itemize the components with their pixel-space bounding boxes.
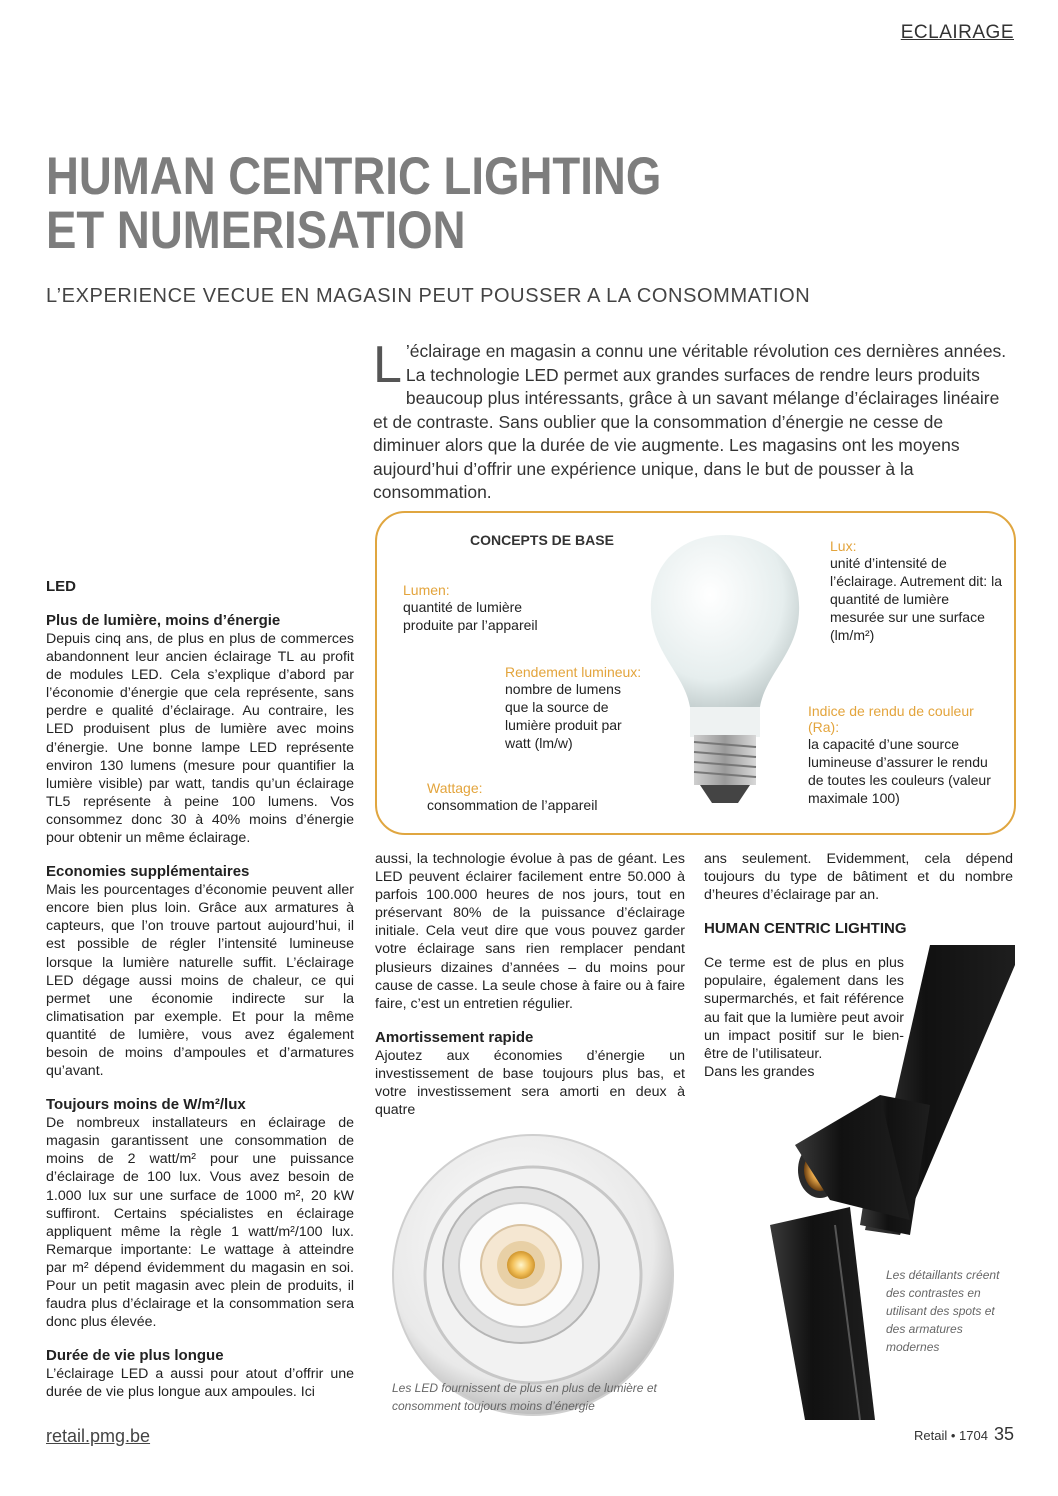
drop-cap: L xyxy=(373,336,402,394)
def-lux: unité d’intensité de l’éclairage. Autrement dit: la quantité de lumière mesurée sur une surface (lm/m²) xyxy=(830,555,1002,643)
paragraph-plus-lumiere: Depuis cinq ans, de plus en plus de commerces abandonnent leur ancien éclairage TL au profit de modules LED. Cela s’explique d’abord par l’économie d’énergie que cela représente, sans perdre e qualité d’éclairage. Au contraire, les LED produisent plus de lumière avec moins d’énergie. Une bonne lampe LED représente environ 130 lumens (mesure pour quantifier la lumière visible) par watt, tandis qu’un éclairage TL5 représente à peine 100 lumens. Vos consommez donc 30 à 40% moins d’énergie pour obtenir un même éclairage. xyxy=(46,631,354,847)
caption-spotlight: Les LED fournissent de plus en plus de lumière et consomment toujours moins d’énergie xyxy=(392,1381,657,1413)
term-ra: Indice de rendu de couleur (Ra): xyxy=(808,703,974,735)
heading-human-centric: HUMAN CENTRIC LIGHTING xyxy=(704,920,907,938)
def-rendement: nombre de lumens que la source de lumière produit par watt (lm/w) xyxy=(505,681,622,751)
term-rendement: Rendement lumineux: xyxy=(505,664,642,680)
intro-text: ’éclairage en magasin a connu une véritable révolution ces dernières années. La technologie LED permet aux grandes surfaces de rendre leurs produits beaucoup plus intéressants, grâce à un savant mélange d’éclairages linéaire et de contraste. Sans oublier que la consommation d’énergie ne cesse de diminuer alors que la durée de vie augmente. Les magasins ont les moyens aujourd’hui d’offrir une expérience unique, dans le but de pousser à la consommation. xyxy=(373,341,1007,502)
def-lumen: quantité de lumière produite par l’appareil xyxy=(403,599,538,633)
spacer xyxy=(46,596,354,612)
heading-led: LED xyxy=(46,578,76,595)
spacer xyxy=(704,904,1013,920)
heading-plus-lumiere: Plus de lumière, moins d’énergie xyxy=(46,612,281,629)
heading-amortissement: Amortissement rapide xyxy=(375,1028,534,1046)
concept-wattage xyxy=(427,780,637,814)
article-subtitle: L’EXPERIENCE VECUE EN MAGASIN PEUT POUSSER A LA CONSOMMATION xyxy=(46,285,811,307)
paragraph-duree: L’éclairage LED a aussi pour atout d’offrir une durée de vie plus longue aux ampoules. Ici xyxy=(46,1366,354,1401)
footer-magazine: Retail • 1704 xyxy=(914,1428,988,1443)
heading-duree: Durée de vie plus longue xyxy=(46,1347,224,1365)
def-ra: la capacité d’une source lumineuse d’assurer le rendu de toutes les couleurs (valeur maximale 100) xyxy=(808,736,991,806)
paragraph-technologie: aussi, la technologie évolue à pas de géant. Les LED peuvent éclairer facilement entre 50.000 à parfois 100.000 heures de nos jours, tout en préservant 80% de la puissance d’éclairage initiale. Cela veut dire que vous pouvez garder votre éclairage sans rien remplacer pendant plusieurs dizaines d’années – du moins pour cause de casse. La seule chose à faire ou à faire faire, c’est un entretien régulier. xyxy=(375,851,685,1012)
concept-lux xyxy=(830,538,1006,644)
footer-page-number: 35 xyxy=(993,1424,1014,1444)
spacer xyxy=(46,1080,354,1096)
spacer xyxy=(46,847,354,863)
term-wattage: Wattage: xyxy=(427,780,483,796)
column-1 xyxy=(46,578,354,1401)
column-2 xyxy=(375,850,685,1119)
paragraph-seulement: ans seulement. Evidemment, cela dépend toujours du type de bâtiment et du nombre d’heures d’éclairage par an. xyxy=(704,851,1013,904)
footer-website-link[interactable]: retail.pmg.be xyxy=(46,1426,151,1446)
footer-page-info xyxy=(914,1424,1014,1445)
paragraph-grandes: Dans les grandes xyxy=(704,1063,815,1080)
article-title xyxy=(46,147,734,260)
paragraph-amortissement: Ajoutez aux économies d’énergie un investissement de base toujours plus bas, et votre investissement sera amorti en deux à quatre xyxy=(375,1047,685,1119)
term-lux: Lux: xyxy=(830,538,857,554)
spacer xyxy=(375,1013,685,1029)
concepts-title: CONCEPTS DE BASE xyxy=(470,532,614,548)
title-line-1: HUMAN CENTRIC LIGHTING xyxy=(46,147,662,206)
led-spotlight-photo xyxy=(383,1130,683,1420)
intro-paragraph xyxy=(373,336,1013,505)
heading-watt-lux: Toujours moins de W/m²/lux xyxy=(46,1096,246,1114)
caption-track-spotlight: Les détaillants créent des contrastes en utilisant des spots et des armatures modernes xyxy=(886,1268,1000,1354)
paragraph-watt-lux: De nombreux installateurs en éclairage de magasin garantissent une consommation de moins de 2 watt/m² pour une puissance d’éclairage de 100 lux. Vous avez besoin de 1.000 lux sur une surface de 1000 m², 20 kW suffiront. Certains spécialistes en éclairage appliquent même la règle 1 watt/m²/100 lux. Remarque importante: Le wattage à atteindre par m² dépend évidemment du magasin en soi. Pour un petit magasin avec plein de produits, il faudra plus d’éclairage et la consommation sera donc plus élevée. xyxy=(46,1115,354,1331)
concept-ra xyxy=(808,703,998,807)
spacer xyxy=(46,1331,354,1347)
concept-lumen xyxy=(403,582,543,634)
led-bulb-illustration xyxy=(640,527,810,807)
def-wattage: consommation de l’appareil xyxy=(427,797,598,813)
term-lumen: Lumen: xyxy=(403,582,450,598)
concept-rendement xyxy=(505,664,647,752)
paragraph-human-centric: Ce terme est de plus en plus populaire, également dans les supermarchés, et fait référence au fait que la lumière peut avoir un impact positif sur le bien-être de l’utilisateur. xyxy=(704,955,904,1062)
section-tag: ECLAIRAGE xyxy=(900,22,1014,43)
title-line-2: ET NUMERISATION xyxy=(46,201,466,260)
paragraph-economies: Mais les pourcentages d’économie peuvent aller encore bien plus loin. Grâce aux armatures à capteurs, que l’on trouve partout aujourd’hui, il est possible de régler l’intensité lumineuse lorsque la lumière naturelle suffit. L’éclairage LED dégage aussi moins de chaleur, ce qui permet une économie indirecte sur la climatisation par exemple. Et pour la même quantité de lumière, vous avez également besoin de moins d’ampoules et d’armatures qu’avant. xyxy=(46,882,354,1080)
heading-economies: Economies supplémentaires xyxy=(46,863,250,881)
